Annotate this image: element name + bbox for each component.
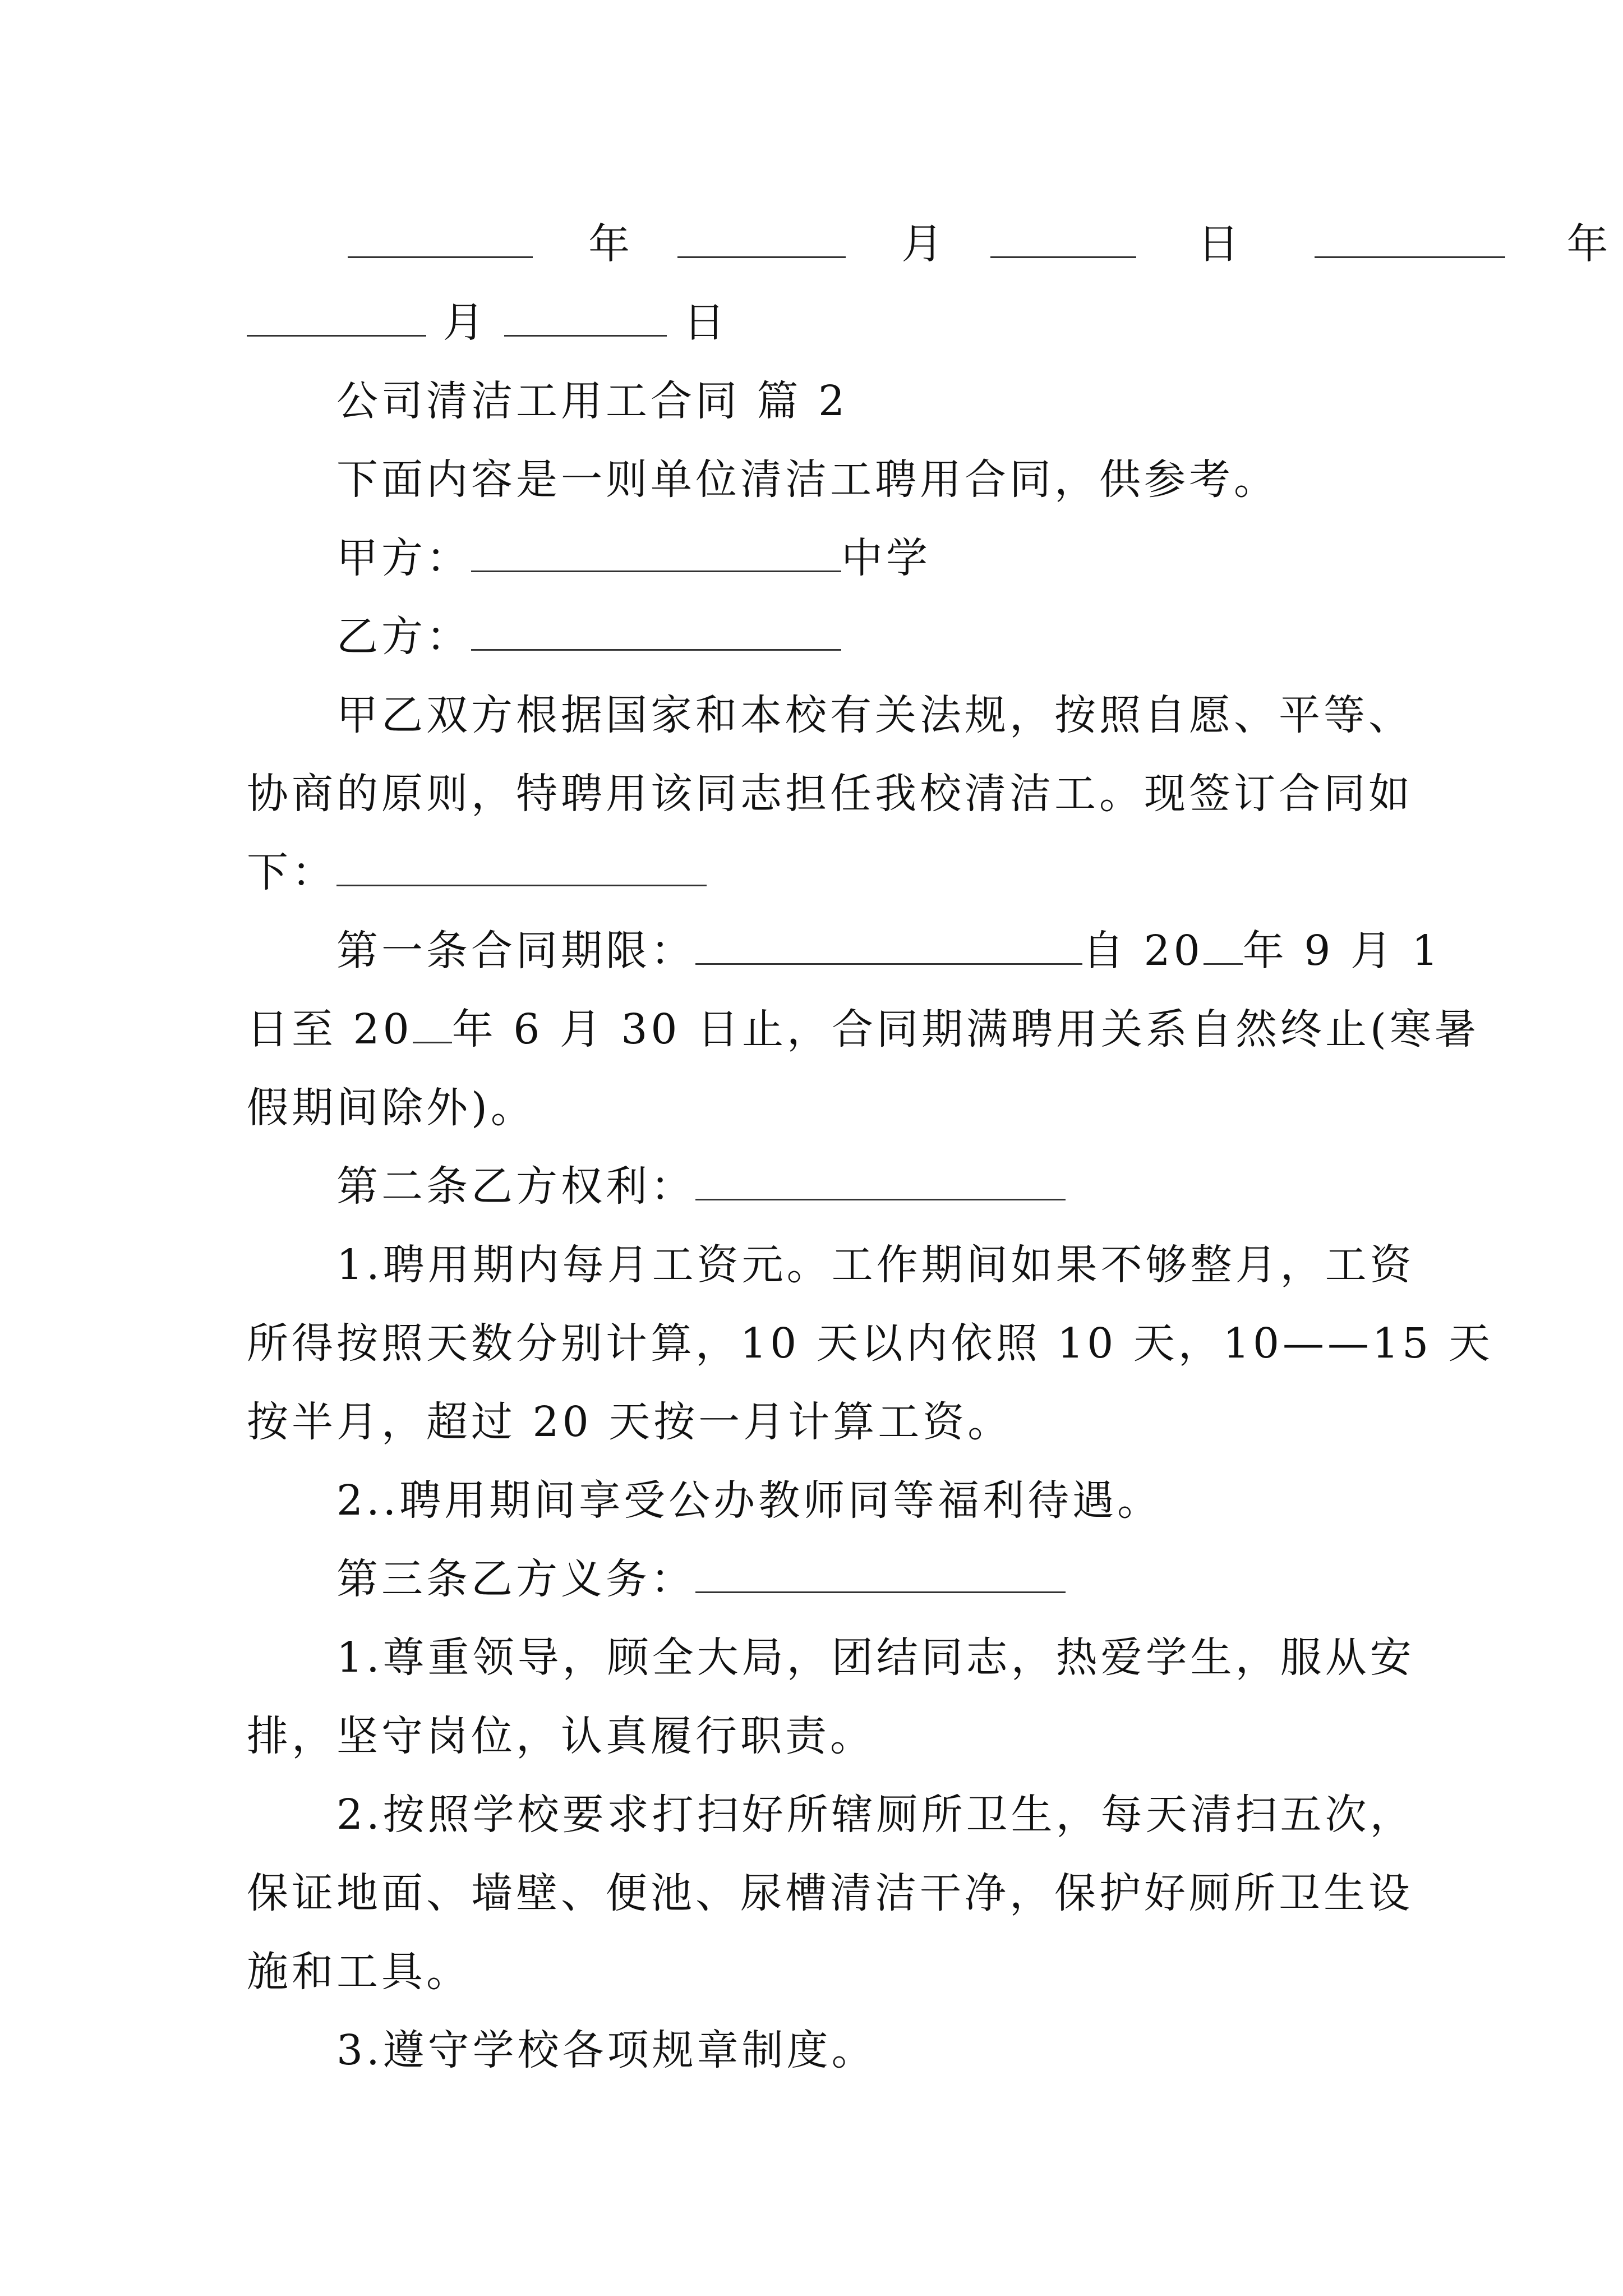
party-b-label: 乙方： <box>336 613 471 661</box>
section-title: 公司清洁工用工合同 篇 2 <box>336 377 849 425</box>
article2-item1-line2: 所得按照天数分别计算，10 天以内依照 10 天，10——15 天 <box>247 1319 1493 1368</box>
article2-item1-line1: 1.聘用期内每月工资元。工作期间如果不够整月，工资 <box>336 1241 1415 1289</box>
month-label-2: 月 <box>442 298 488 347</box>
article1-line1 <box>336 923 1441 979</box>
blank-day-2 <box>504 296 667 337</box>
blank-month-1 <box>677 217 846 258</box>
party-a-suffix: 中学 <box>841 534 931 582</box>
article3-line <box>336 1551 1066 1607</box>
blank-year-2 <box>1315 217 1505 258</box>
article3-blank <box>695 1552 1066 1593</box>
article3-item1-line2: 排，坚守岗位，认真履行职责。 <box>247 1712 875 1760</box>
party-a-blank <box>471 531 841 572</box>
date-line-2 <box>247 295 728 351</box>
party-b-blank <box>471 610 841 651</box>
blank-day-1 <box>990 217 1136 258</box>
article1-line2a: 日至 20 <box>247 1005 413 1053</box>
article1-tail2: 年 9 月 1 <box>1242 927 1442 975</box>
year-label-1: 年 <box>588 220 634 268</box>
party-a-label: 甲方： <box>336 534 471 582</box>
article3-label: 第三条乙方义务： <box>336 1555 695 1603</box>
day-label-2: 日 <box>683 298 728 347</box>
article2-line <box>336 1158 1066 1214</box>
article3-item3: 3.遵守学校各项规章制度。 <box>336 2026 877 2074</box>
article1-blank <box>695 924 1082 965</box>
article1-label: 第一条合同期限： <box>336 927 695 975</box>
article3-item1-line1: 1.尊重领导，顾全大局，团结同志，热爱学生，服从安 <box>336 1634 1415 1682</box>
article2-blank <box>695 1159 1066 1200</box>
article3-item2-line1: 2.按照学校要求打扫好所辖厕所卫生，每天清扫五次， <box>336 1791 1415 1839</box>
article1-tail: 自 20 <box>1082 927 1204 975</box>
para1-line2: 协商的原则，特聘用该同志担任我校清洁工。现签订合同如 <box>247 770 1413 818</box>
article1-line2b: 年 6 月 30 日止，合同期满聘用关系自然终止(寒暑 <box>451 1005 1479 1053</box>
para1-line3 <box>247 844 707 900</box>
date-line-1 <box>348 216 1611 272</box>
article1-year-blank-2 <box>413 1002 452 1043</box>
article2-label: 第二条乙方权利： <box>336 1162 695 1211</box>
party-b-line <box>336 609 841 665</box>
blank-month-2 <box>247 296 426 337</box>
article1-year-blank-1 <box>1204 924 1243 965</box>
year-label-2: 年 <box>1566 220 1612 268</box>
para1-blank <box>336 845 707 886</box>
blank-year-1 <box>348 217 533 258</box>
para1-line1: 甲乙双方根据国家和本校有关法规，按照自愿、平等、 <box>336 691 1413 739</box>
intro-text: 下面内容是一则单位清洁工聘用合同，供参考。 <box>336 455 1279 504</box>
article2-item1-line3: 按半月，超过 20 天按一月计算工资。 <box>247 1398 1013 1446</box>
article3-item2-line2: 保证地面、墙壁、便池、尿槽清洁干净，保护好厕所卫生设 <box>247 1869 1413 1917</box>
day-label-1: 日 <box>1197 220 1243 268</box>
month-label-1: 月 <box>901 220 947 268</box>
article1-line3: 假期间除外)。 <box>247 1084 536 1132</box>
para1-line3-text: 下： <box>247 848 336 896</box>
article1-line2 <box>247 1001 1479 1057</box>
article2-item2: 2..聘用期间享受公办教师同等福利待遇。 <box>336 1476 1163 1525</box>
article3-item2-line3: 施和工具。 <box>247 1948 471 1996</box>
party-a-line <box>336 530 931 586</box>
